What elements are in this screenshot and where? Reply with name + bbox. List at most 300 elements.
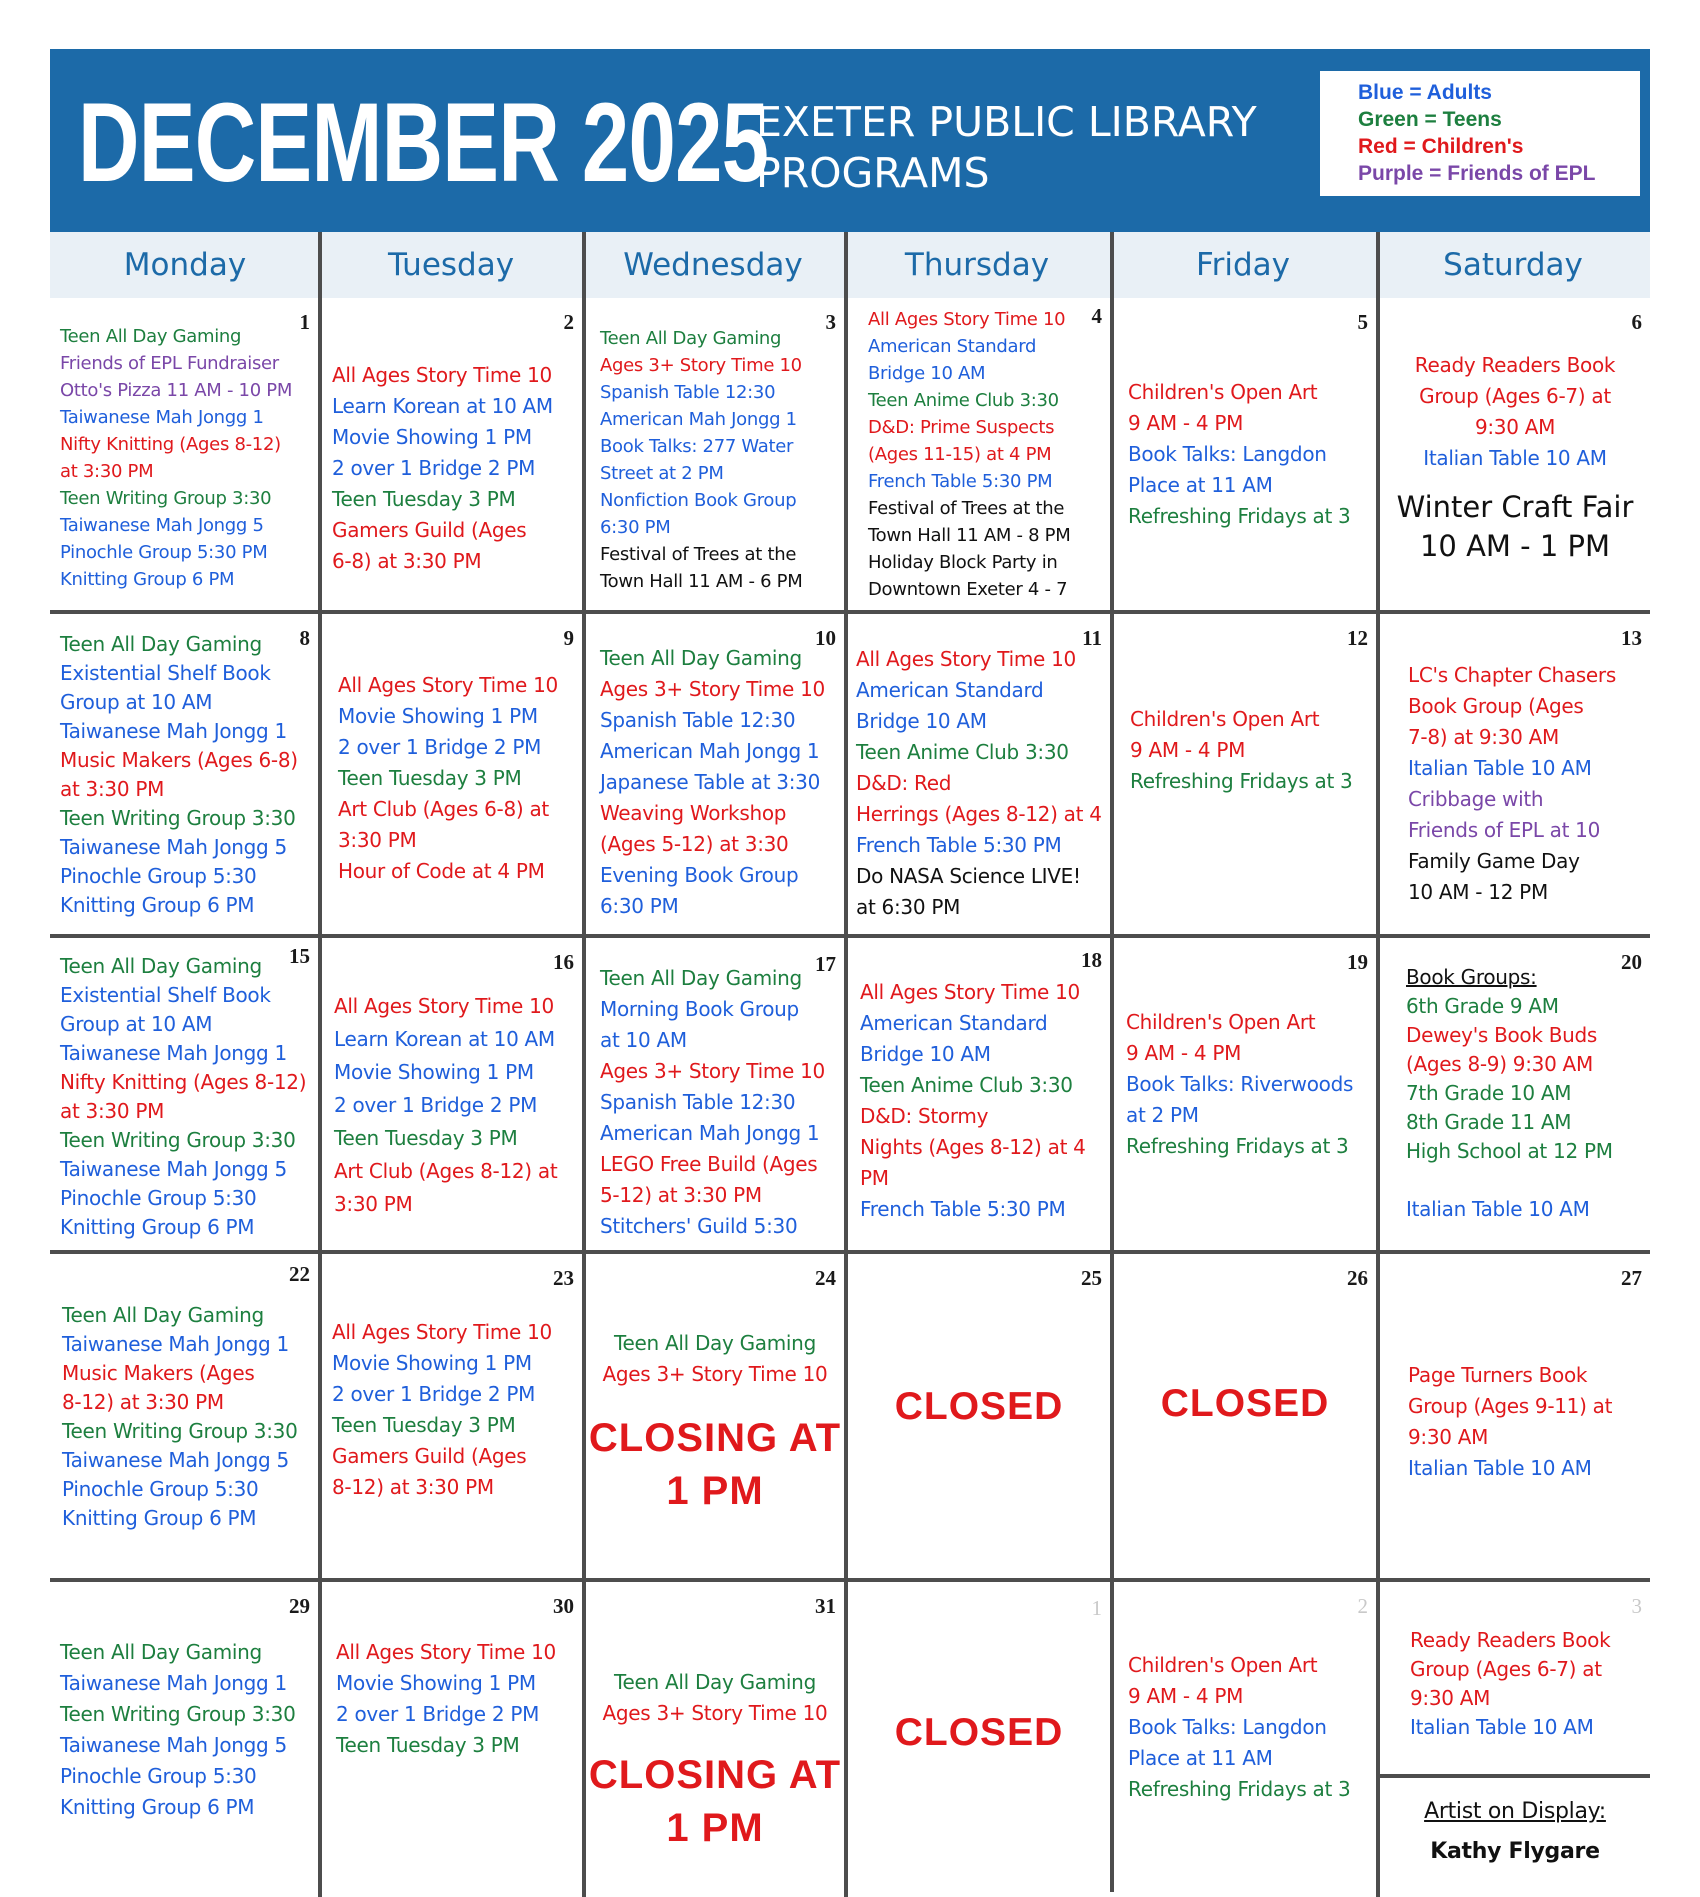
- event-line: 2 over 1 Bridge 2 PM: [334, 1093, 538, 1117]
- day-number: 10: [815, 626, 836, 650]
- event-line: 9 AM - 4 PM: [1128, 411, 1244, 435]
- legend-adults: Blue = Adults: [1358, 81, 1492, 104]
- event-line: at 3:30 PM: [60, 1099, 165, 1123]
- event-line: Movie Showing 1 PM: [338, 704, 538, 728]
- event-line: Movie Showing 1 PM: [332, 1351, 532, 1375]
- weekday-wednesday: Wednesday: [623, 247, 803, 283]
- event-list: [60, 952, 306, 1242]
- event-line: Book Talks: Langdon: [1128, 1715, 1327, 1739]
- event-line: Teen Writing Group 3:30: [62, 1419, 298, 1443]
- event-line: Bridge 10 AM: [856, 709, 987, 733]
- event-line: Group at 10 AM: [60, 1012, 213, 1036]
- event-line: (Ages 11-15) at 4 PM: [868, 444, 1052, 465]
- day-cell: [322, 1254, 582, 1578]
- event-line: Nifty Knitting (Ages 8-12): [60, 434, 281, 455]
- event-line: Italian Table 10 AM: [1423, 446, 1607, 470]
- event-line: All Ages Story Time 10: [332, 1320, 552, 1344]
- event-line: American Standard: [860, 1011, 1048, 1035]
- event-line: Book Group (Ages: [1408, 694, 1584, 718]
- event-list: [1380, 350, 1650, 474]
- event-line: Ages 3+ Story Time 10: [600, 1059, 825, 1083]
- day-number: 4: [1091, 304, 1102, 328]
- day-cell: [848, 1582, 1110, 1897]
- day-cell: [586, 614, 844, 934]
- artist-on-display: [1380, 1792, 1650, 1872]
- event-list: [334, 990, 557, 1221]
- event-list: [1130, 704, 1353, 797]
- event-line: Ready Readers Book: [1414, 353, 1616, 377]
- event-line: Book Talks: 277 Water: [600, 436, 794, 457]
- event-line: 6:30 PM: [600, 894, 679, 918]
- day-cell: [1114, 1254, 1376, 1578]
- weekday-thursday: Thursday: [904, 247, 1050, 283]
- event-line: Ages 3+ Story Time 10: [600, 355, 802, 376]
- event-line: at 10 AM: [600, 1028, 687, 1052]
- day-number: 24: [815, 1266, 836, 1290]
- event-line: Taiwanese Mah Jongg 1: [60, 719, 287, 743]
- day-cell: [586, 938, 844, 1250]
- event-line: 2 over 1 Bridge 2 PM: [338, 735, 542, 759]
- event-line: Taiwanese Mah Jongg 5: [60, 835, 287, 859]
- event-line: All Ages Story Time 10: [860, 980, 1080, 1004]
- day-cell: [1380, 298, 1650, 610]
- event-line: Movie Showing 1 PM: [332, 425, 532, 449]
- day-number: 22: [289, 1262, 310, 1286]
- event-line: LEGO Free Build (Ages: [600, 1152, 818, 1176]
- event-line: American Mah Jongg 1: [600, 409, 797, 430]
- event-line: Knitting Group 6 PM: [60, 1795, 255, 1819]
- event-list: [856, 644, 1102, 923]
- event-line: Pinochle Group 5:30: [60, 864, 257, 888]
- event-line: Teen Tuesday 3 PM: [338, 766, 522, 790]
- library-program-title: [756, 97, 1316, 199]
- event-line: Italian Table 10 AM: [1408, 1456, 1592, 1480]
- closing-early-notice: [586, 1749, 844, 1855]
- day-cell: [1380, 938, 1650, 1250]
- event-list: [586, 1328, 844, 1390]
- event-line: Teen All Day Gaming: [62, 1303, 264, 1327]
- event-line: French Table 5:30 PM: [868, 471, 1053, 492]
- legend-teens: Green = Teens: [1358, 108, 1502, 131]
- month-title: DECEMBER 2025: [78, 80, 769, 205]
- event-line: Taiwanese Mah Jongg 5: [62, 1448, 289, 1472]
- day-number: 1: [1091, 1596, 1102, 1620]
- event-list: [60, 1637, 296, 1823]
- event-line: Nonfiction Book Group: [600, 490, 797, 511]
- event-line: Bridge 10 AM: [868, 363, 986, 384]
- closed-notice: CLOSED: [1160, 1382, 1330, 1425]
- event-line: 8-12) at 3:30 PM: [62, 1390, 224, 1414]
- legend-children: Red = Children's: [1358, 135, 1524, 158]
- event-line: Pinochle Group 5:30: [62, 1477, 259, 1501]
- day-number: 9: [563, 626, 574, 650]
- weekday-header-row: [50, 232, 1650, 298]
- event-line: High School at 12 PM: [1406, 1139, 1613, 1163]
- event-line: All Ages Story Time 10: [868, 309, 1066, 330]
- day-cell: [322, 938, 582, 1250]
- event-line: Friends of EPL at 10: [1408, 818, 1601, 842]
- event-line: Ages 3+ Story Time 10: [602, 1701, 828, 1725]
- event-list: [600, 325, 802, 595]
- event-list: [60, 323, 292, 593]
- fair-title: Winter Craft Fair: [1396, 490, 1634, 524]
- event-line: Teen Tuesday 3 PM: [334, 1126, 518, 1150]
- event-line: at 3:30 PM: [60, 777, 165, 801]
- day-cell: [50, 1254, 318, 1578]
- event-line: Refreshing Fridays at 3: [1128, 1777, 1351, 1801]
- weekday-tuesday: Tuesday: [387, 247, 515, 283]
- event-line: 5-12) at 3:30 PM: [600, 1183, 762, 1207]
- event-line: Movie Showing 1 PM: [334, 1060, 534, 1084]
- event-line: Italian Table 10 AM: [1408, 756, 1592, 780]
- event-line: Knitting Group 6 PM: [62, 1506, 257, 1530]
- day-number: 31: [815, 1594, 836, 1618]
- event-line: Hour of Code at 4 PM: [338, 859, 545, 883]
- event-list: [336, 1637, 556, 1761]
- event-line: Refreshing Fridays at 3: [1126, 1134, 1349, 1158]
- event-line: Knitting Group 6 PM: [60, 569, 235, 590]
- event-list: [1128, 1650, 1351, 1805]
- event-line: All Ages Story Time 10: [332, 363, 552, 387]
- event-line: 9:30 AM: [1410, 1686, 1491, 1710]
- event-list: [868, 306, 1070, 603]
- calendar-header: [50, 49, 1650, 232]
- day-number: 3: [1631, 1594, 1642, 1618]
- weekday-friday: Friday: [1196, 247, 1290, 283]
- event-line: Children's Open Art: [1130, 707, 1320, 731]
- event-line: Children's Open Art: [1128, 380, 1318, 404]
- event-list: [332, 1317, 552, 1503]
- event-line: American Standard: [868, 336, 1037, 357]
- day-number: 12: [1347, 626, 1368, 650]
- event-list: [332, 360, 553, 577]
- event-line: 6:30 PM: [600, 517, 671, 538]
- day-number: 23: [553, 1266, 574, 1290]
- day-cell: [50, 938, 318, 1250]
- event-list: [1408, 660, 1616, 908]
- event-line: Cribbage with: [1408, 787, 1544, 811]
- event-line: Downtown Exeter 4 - 7: [868, 579, 1068, 600]
- event-line: D&D: Prime Suspects: [868, 417, 1055, 438]
- day-number: 13: [1621, 626, 1642, 650]
- event-line: Spanish Table 12:30: [600, 382, 776, 403]
- closing-line: CLOSING AT: [588, 1416, 842, 1460]
- event-line: Taiwanese Mah Jongg 1: [62, 1332, 289, 1356]
- event-line: Teen Tuesday 3 PM: [332, 487, 516, 511]
- event-line: Bridge 10 AM: [860, 1042, 991, 1066]
- artist-heading: Artist on Display:: [1424, 1799, 1606, 1824]
- event-line: Ages 3+ Story Time 10: [602, 1362, 828, 1386]
- event-line: Taiwanese Mah Jongg 1: [60, 407, 264, 428]
- event-list: [62, 1301, 298, 1533]
- event-line: Place at 11 AM: [1128, 1746, 1273, 1770]
- event-line: Family Game Day: [1408, 849, 1580, 873]
- event-line: (Ages 8-9) 9:30 AM: [1406, 1052, 1593, 1076]
- day-cell: [848, 1254, 1110, 1578]
- event-line: Book Talks: Langdon: [1128, 442, 1327, 466]
- event-line: Group at 10 AM: [60, 690, 213, 714]
- event-line: Taiwanese Mah Jongg 5: [60, 1733, 287, 1757]
- event-line: at 2 PM: [1126, 1103, 1199, 1127]
- event-line: Teen All Day Gaming: [600, 966, 802, 990]
- event-line: 10 AM - 12 PM: [1408, 880, 1548, 904]
- event-line: Book Talks: Riverwoods: [1126, 1072, 1354, 1096]
- event-line: Teen Writing Group 3:30: [60, 1128, 296, 1152]
- weekday-saturday: Saturday: [1443, 247, 1583, 283]
- event-line: Learn Korean at 10 AM: [332, 394, 553, 418]
- event-line: 2 over 1 Bridge 2 PM: [332, 456, 536, 480]
- event-line: Art Club (Ages 8-12) at: [334, 1159, 558, 1183]
- event-line: Group (Ages 6-7) at: [1410, 1657, 1602, 1681]
- event-line: Teen Writing Group 3:30: [60, 488, 272, 509]
- library-name-line: EXETER PUBLIC LIBRARY: [756, 98, 1257, 146]
- closing-time: 1 PM: [666, 1469, 764, 1513]
- day-cell: [848, 298, 1110, 610]
- day-cell: [322, 298, 582, 610]
- event-line: Italian Table 10 AM: [1410, 1715, 1594, 1739]
- event-line: Teen Tuesday 3 PM: [332, 1413, 516, 1437]
- event-list: [600, 963, 825, 1242]
- event-list: [1410, 1626, 1610, 1742]
- day-number: 19: [1347, 950, 1368, 974]
- event-line: Teen Anime Club 3:30: [868, 390, 1059, 411]
- event-line: 6th Grade 9 AM: [1406, 994, 1559, 1018]
- event-line: 9:30 AM: [1408, 1425, 1489, 1449]
- event-line: 9 AM - 4 PM: [1126, 1041, 1242, 1065]
- event-line: Art Club (Ages 6-8) at: [338, 797, 549, 821]
- event-list: [338, 670, 558, 887]
- event-list: [1126, 1007, 1353, 1162]
- event-line: Town Hall 11 AM - 6 PM: [600, 571, 803, 592]
- event-line: Ages 3+ Story Time 10: [600, 677, 825, 701]
- event-line: Festival of Trees at the: [868, 498, 1065, 519]
- day-number: 15: [289, 944, 310, 968]
- event-list: [1408, 1360, 1612, 1484]
- day-number: 17: [815, 952, 836, 976]
- book-groups-heading: Book Groups:: [1406, 965, 1537, 989]
- event-line: Teen Anime Club 3:30: [856, 740, 1069, 764]
- event-line: 9 AM - 4 PM: [1130, 738, 1246, 762]
- day-cell: [586, 1254, 844, 1578]
- event-line: Herrings (Ages 8-12) at 4: [856, 802, 1102, 826]
- event-line: Evening Book Group: [600, 863, 799, 887]
- event-line: Gamers Guild (Ages: [332, 518, 527, 542]
- winter-craft-fair: [1380, 488, 1650, 566]
- event-line: Movie Showing 1 PM: [336, 1671, 536, 1695]
- event-line: All Ages Story Time 10: [856, 647, 1076, 671]
- day-number: 18: [1081, 948, 1102, 972]
- day-number: 30: [553, 1594, 574, 1618]
- programs-line: PROGRAMS: [756, 149, 990, 197]
- day-number: 2: [1357, 1594, 1368, 1618]
- day-cell: [50, 1582, 318, 1897]
- closing-time: 1 PM: [666, 1806, 764, 1850]
- event-line: Japanese Table at 3:30: [600, 770, 821, 794]
- event-line: Group (Ages 9-11) at: [1408, 1394, 1613, 1418]
- event-line: Group (Ages 6-7) at: [1419, 384, 1611, 408]
- artist-name: Kathy Flygare: [1430, 1839, 1600, 1864]
- event-line: 9:30 AM: [1474, 415, 1556, 439]
- event-line: All Ages Story Time 10: [334, 994, 554, 1018]
- day-number: 11: [1082, 626, 1102, 650]
- event-line: PM: [860, 1166, 889, 1190]
- day-number: 20: [1621, 950, 1642, 974]
- event-line: Music Makers (Ages: [62, 1361, 255, 1385]
- event-line: Teen All Day Gaming: [600, 646, 802, 670]
- event-line: 3:30 PM: [338, 828, 417, 852]
- day-cell: [1114, 614, 1376, 934]
- day-cell: [322, 614, 582, 934]
- event-line: All Ages Story Time 10: [336, 1640, 556, 1664]
- event-line: Town Hall 11 AM - 8 PM: [868, 525, 1071, 546]
- event-line: Pinochle Group 5:30: [60, 1186, 257, 1210]
- event-line: Ready Readers Book: [1410, 1628, 1611, 1652]
- event-line: Teen All Day Gaming: [614, 1331, 816, 1355]
- event-line: Knitting Group 6 PM: [60, 1215, 255, 1239]
- event-line: Gamers Guild (Ages: [332, 1444, 527, 1468]
- day-number: 5: [1357, 310, 1368, 334]
- event-line: 2 over 1 Bridge 2 PM: [336, 1702, 540, 1726]
- event-line: LC's Chapter Chasers: [1408, 663, 1616, 687]
- event-line: French Table 5:30 PM: [860, 1197, 1066, 1221]
- event-line: Children's Open Art: [1128, 1653, 1318, 1677]
- event-list: [860, 977, 1086, 1225]
- day-number: 6: [1631, 310, 1642, 334]
- event-line: Teen All Day Gaming: [60, 326, 242, 347]
- event-list: [600, 643, 825, 922]
- event-list: [60, 630, 298, 920]
- event-line: Friends of EPL Fundraiser: [60, 353, 279, 374]
- closed-notice: CLOSED: [894, 1385, 1064, 1428]
- closing-line: CLOSING AT: [588, 1753, 842, 1797]
- event-line: at 3:30 PM: [60, 461, 154, 482]
- event-line: Refreshing Fridays at 3: [1128, 504, 1351, 528]
- weekday-monday: Monday: [123, 247, 247, 283]
- day-cell: [586, 1582, 844, 1897]
- event-line: Morning Book Group: [600, 997, 799, 1021]
- day-cell: [1114, 938, 1376, 1250]
- event-line: American Standard: [856, 678, 1044, 702]
- event-line: Teen Writing Group 3:30: [60, 806, 296, 830]
- event-line: 6-8) at 3:30 PM: [332, 549, 482, 573]
- day-number: 3: [825, 310, 836, 334]
- closing-early-notice: [586, 1412, 844, 1518]
- event-line: Taiwanese Mah Jongg 1: [60, 1671, 287, 1695]
- event-line: Music Makers (Ages 6-8): [60, 748, 298, 772]
- day-cell: [1380, 1582, 1650, 1897]
- event-line: 3:30 PM: [334, 1192, 413, 1216]
- color-legend: [1320, 71, 1640, 196]
- event-line: 9 AM - 4 PM: [1128, 1684, 1244, 1708]
- day-cell: [322, 1582, 582, 1897]
- event-line: 8-12) at 3:30 PM: [332, 1475, 494, 1499]
- event-line: Taiwanese Mah Jongg 1: [60, 1041, 287, 1065]
- event-list: [1128, 377, 1351, 532]
- event-line: Spanish Table 12:30: [600, 708, 796, 732]
- event-line: Spanish Table 12:30: [600, 1090, 796, 1114]
- day-number: 29: [289, 1594, 310, 1618]
- event-line: 7th Grade 10 AM: [1406, 1081, 1572, 1105]
- event-line: 7-8) at 9:30 AM: [1408, 725, 1559, 749]
- day-cell: [848, 938, 1110, 1250]
- day-number: 27: [1621, 1266, 1642, 1290]
- event-line: Stitchers' Guild 5:30: [600, 1214, 798, 1238]
- event-line: Street at 2 PM: [600, 463, 724, 484]
- event-line: Otto's Pizza 11 AM - 10 PM: [60, 380, 293, 401]
- event-line: Refreshing Fridays at 3: [1130, 769, 1353, 793]
- day-cell: [586, 298, 844, 610]
- event-line: Do NASA Science LIVE!: [856, 864, 1081, 888]
- day-cell: [1380, 614, 1650, 934]
- event-line: 8th Grade 11 AM: [1406, 1110, 1572, 1134]
- fair-time: 10 AM - 1 PM: [1419, 529, 1611, 563]
- event-line: Dewey's Book Buds: [1406, 1023, 1598, 1047]
- event-line: Taiwanese Mah Jongg 5: [60, 1157, 287, 1181]
- day-cell: [50, 614, 318, 934]
- event-line: Teen All Day Gaming: [614, 1670, 816, 1694]
- event-line: D&D: Stormy: [860, 1104, 989, 1128]
- day-cell: [848, 614, 1110, 934]
- event-line: Page Turners Book: [1408, 1363, 1588, 1387]
- event-line: Teen All Day Gaming: [600, 328, 782, 349]
- event-line: Festival of Trees at the: [600, 544, 797, 565]
- event-line: Children's Open Art: [1126, 1010, 1316, 1034]
- day-cell: [1380, 1254, 1650, 1578]
- legend-friends: Purple = Friends of EPL: [1358, 162, 1596, 185]
- event-line: Teen Anime Club 3:30: [860, 1073, 1073, 1097]
- event-line: Teen Tuesday 3 PM: [336, 1733, 520, 1757]
- event-line: Nifty Knitting (Ages 8-12): [60, 1070, 307, 1094]
- event-line: Teen All Day Gaming: [60, 1640, 262, 1664]
- event-line: Learn Korean at 10 AM: [334, 1027, 555, 1051]
- event-line: All Ages Story Time 10: [338, 673, 558, 697]
- event-line: Teen Writing Group 3:30: [60, 1702, 296, 1726]
- day-number: 26: [1347, 1266, 1368, 1290]
- day-number: 2: [563, 310, 574, 334]
- event-list: [586, 1667, 844, 1729]
- event-line: Pinochle Group 5:30: [60, 1764, 257, 1788]
- closed-notice: CLOSED: [894, 1711, 1064, 1754]
- event-line: Knitting Group 6 PM: [60, 893, 255, 917]
- event-line: American Mah Jongg 1: [600, 739, 820, 763]
- event-line: Teen All Day Gaming: [60, 632, 262, 656]
- event-line: Nights (Ages 8-12) at 4: [860, 1135, 1086, 1159]
- day-number: 25: [1081, 1266, 1102, 1290]
- event-line: Taiwanese Mah Jongg 5: [60, 515, 264, 536]
- event-line: Holiday Block Party in: [868, 552, 1058, 573]
- event-line: (Ages 5-12) at 3:30: [600, 832, 789, 856]
- event-line: 2 over 1 Bridge 2 PM: [332, 1382, 536, 1406]
- event-line: Pinochle Group 5:30 PM: [60, 542, 268, 563]
- event-line: Existential Shelf Book: [60, 983, 271, 1007]
- event-line: Existential Shelf Book: [60, 661, 271, 685]
- event-line: D&D: Red: [856, 771, 952, 795]
- event-line: Italian Table 10 AM: [1406, 1197, 1590, 1221]
- event-line: French Table 5:30 PM: [856, 833, 1062, 857]
- event-line: at 6:30 PM: [856, 895, 961, 919]
- event-line: Weaving Workshop: [600, 801, 787, 825]
- day-number: 8: [299, 626, 310, 650]
- event-line: American Mah Jongg 1: [600, 1121, 820, 1145]
- event-list: [1406, 963, 1613, 1224]
- day-cell: [1114, 1582, 1376, 1897]
- day-number: 16: [553, 950, 574, 974]
- event-line: Place at 11 AM: [1128, 473, 1273, 497]
- day-number: 1: [299, 310, 310, 334]
- event-line: Teen All Day Gaming: [60, 954, 262, 978]
- day-cell: [50, 298, 318, 610]
- day-cell: [1114, 298, 1376, 610]
